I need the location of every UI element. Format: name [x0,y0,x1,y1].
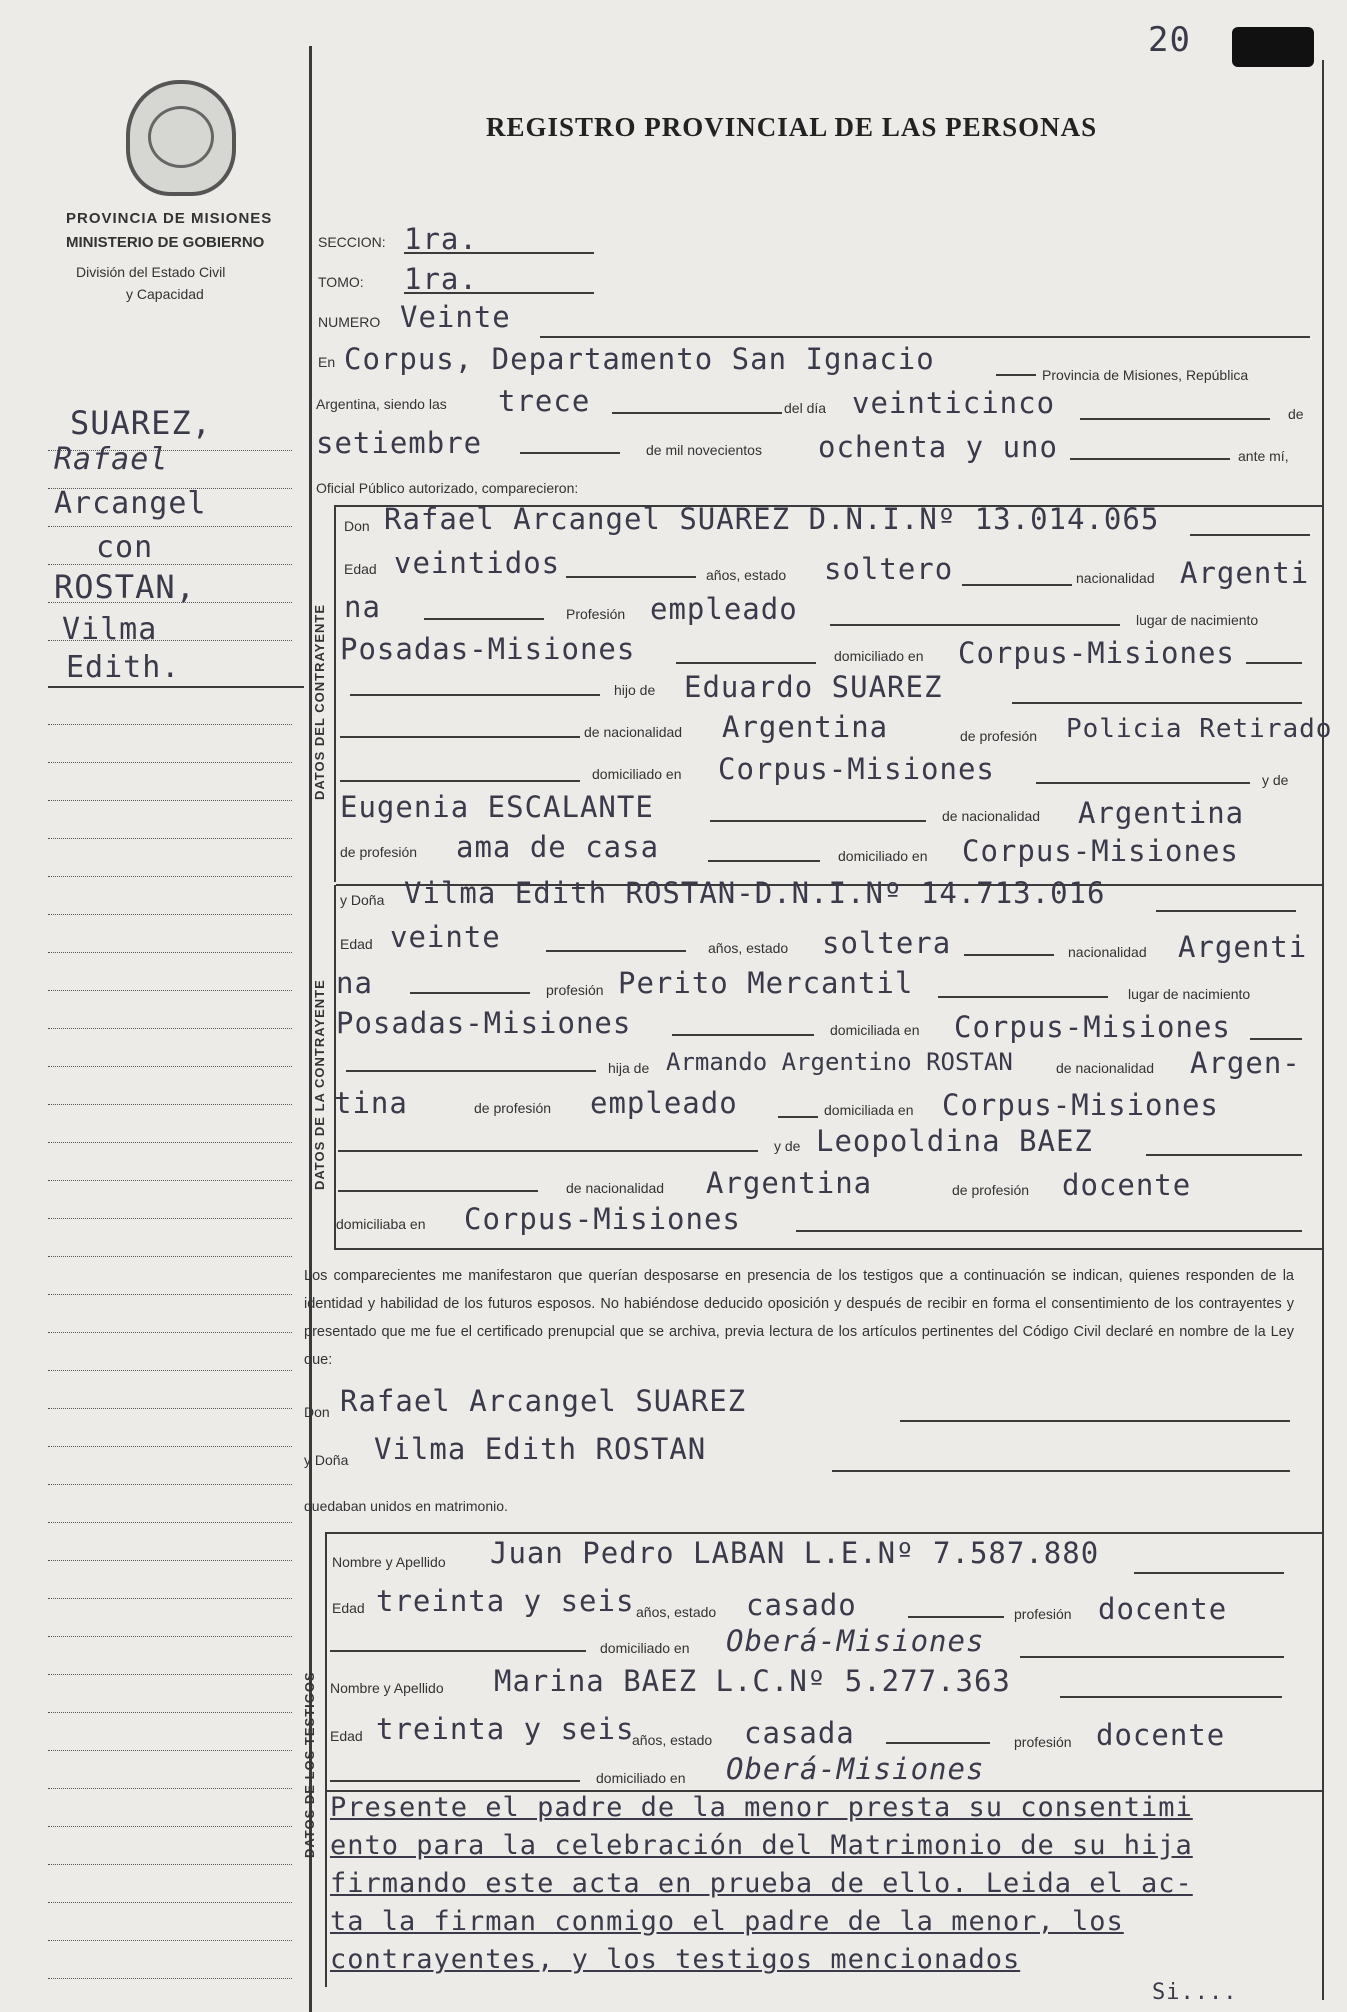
label-de-profesion: de profesión [960,728,1038,744]
ministry-name: MINISTERIO DE GOBIERNO [66,234,265,251]
contrayenta-lugar-nac: Posadas-Misiones [336,1006,632,1040]
testigo-1-domicilio: Oberá-Misiones [726,1624,985,1658]
nota-line: firmando este acta en prueba de ello. Leida el ac- [330,1868,1193,1899]
contrayente-padre-nac: Argentina [722,710,889,744]
label-datos-contrayente: DATOS DEL CONTRAYENTE [312,603,327,800]
province-seal-icon [126,80,236,196]
contrayenta-nac-a: Argenti [1178,930,1308,964]
contrayente-profesion: empleado [650,592,798,626]
label-de-profesion-2: de profesión [340,844,418,860]
label-de-nacionalidad: de nacionalidad [584,724,683,740]
label-domiciliado-t2: domiciliado en [596,1770,686,1786]
contrayenta-estado: soltera [822,926,952,960]
margin-note-line: ROSTAN, [54,568,196,606]
contrayente-edad: veintidos [394,546,561,580]
contrayente-madre-prof: ama de casa [456,830,660,864]
label-anos-estado-t2: años, estado [632,1732,713,1748]
label-y-dona: y Doña [340,892,385,908]
label-hijo-de: hijo de [614,682,656,698]
label-y-de-2: y de [774,1138,801,1154]
margin-note-line: Arcangel [54,486,207,521]
nota-line: ta la firman conmigo el padre de la menor, los [330,1906,1124,1937]
contrayente-padre-dom: Corpus-Misiones [718,752,995,786]
label-ante-mi: ante mí, [1238,448,1289,464]
value-anio: ochenta y uno [818,430,1058,464]
right-border [1322,60,1324,2000]
label-edad: Edad [344,561,377,577]
margin-note-line: Vilma [62,612,158,647]
box-contrayenta [334,885,336,1250]
contrayente-lugar-nac: Posadas-Misiones [340,632,636,666]
label-don: Don [344,518,370,534]
contrayenta-padre-nac-a: Argen- [1190,1046,1301,1080]
contrayenta-padre: Armando Argentino ROSTAN [666,1048,1013,1076]
label-argentina: Argentina, siendo las [316,396,447,412]
label-y-dona-2: y Doña [304,1452,349,1468]
redaction-mark [1232,27,1314,67]
contrayente-estado: soltero [824,552,954,586]
label-provincia: Provincia de Misiones, República [1042,367,1249,383]
contrayente-madre: Eugenia ESCALANTE [340,790,654,824]
contrayenta-madre: Leopoldina BAEZ [816,1124,1093,1158]
contrayente-madre-dom: Corpus-Misiones [962,834,1239,868]
label-profesion-t1: profesión [1014,1606,1072,1622]
label-de-nacionalidad-2: de nacionalidad [942,808,1041,824]
contrayente-padre: Eduardo SUAREZ [684,670,943,704]
label-de-nacionalidad-3: de nacionalidad [1056,1060,1155,1076]
label-domiciliada: domiciliada en [830,1022,920,1038]
union-don: Rafael Arcangel SUAREZ [340,1384,747,1418]
label-don-2: Don [304,1404,330,1420]
value-hora: trece [498,384,591,418]
label-nombre-apellido-2: Nombre y Apellido [330,1680,444,1696]
contrayenta-domicilio: Corpus-Misiones [954,1010,1231,1044]
label-y-de: y de [1262,772,1289,788]
page-number: 20 [1148,20,1191,60]
label-domiciliado-3: domiciliado en [838,848,928,864]
contrayenta-edad: veinte [390,920,501,954]
label-profesion-2: profesión [546,982,604,998]
label-lugar-nac: lugar de nacimiento [1136,612,1259,628]
nota-line: ento para la celebración del Matrimonio de su hija [330,1830,1193,1861]
label-de-mil: de mil novecientos [646,442,762,458]
label-domiciliado-t1: domiciliado en [600,1640,690,1656]
contrayenta-padre-prof: empleado [590,1086,738,1120]
testigo-1-edad: treinta y seis [376,1584,635,1618]
nota-line: contrayentes, y los testigos mencionados [330,1944,1021,1975]
testigo-2-nombre: Marina BAEZ L.C.Nº 5.277.363 [494,1664,1011,1698]
label-profesion: Profesión [566,606,626,622]
label-anos-estado: años, estado [706,567,787,583]
label-datos-testigos: DATOS DE LOS TESTIGOS [302,1671,317,1858]
label-anos-estado-2: años, estado [708,940,789,956]
province-name: PROVINCIA DE MISIONES [66,210,273,227]
label-nacionalidad: nacionalidad [1076,570,1155,586]
label-de-profesion-4: de profesión [952,1182,1030,1198]
contrayente-padre-prof: Policia Retirado [1066,714,1333,744]
label-edad-t1: Edad [332,1600,365,1616]
label-tomo: TOMO: [318,274,364,290]
label-anos-estado-t1: años, estado [636,1604,717,1620]
label-oficial: Oficial Público autorizado, comparecieron: [316,480,579,496]
value-tomo: 1ra. [404,262,478,296]
testigo-2-edad: treinta y seis [376,1712,635,1746]
label-edad-2: Edad [340,936,373,952]
margin-note-line: con [96,530,154,565]
value-numero: Veinte [400,300,511,334]
box-testigos [325,1532,327,1987]
declaracion-paragraph: Los comparecientes me manifestaron que querían desposarse en presencia de los testigos que a continuación se indican, quienes responden de la identidad y habilidad de los futuros esposos. No habiéndose deducido oposición y después de recibir en forma el consentimiento de los contrayentes y presentado que me fue el certificado prenupcial que se archiva, previa lectura de los artículos pertinentes del Código Civil declaré en nombre de la Ley que: [304,1268,1294,1368]
contrayenta-nac-b: na [336,966,373,1000]
label-datos-contrayenta: DATOS DE LA CONTRAYENTE [312,979,327,1190]
union-dona: Vilma Edith ROSTAN [374,1432,707,1466]
testigo-2-estado: casada [744,1716,855,1750]
margin-note-line: Rafael [54,442,169,477]
testigo-2-profesion: docente [1096,1718,1226,1752]
contrayenta-madre-dom: Corpus-Misiones [464,1202,741,1236]
margin-note-line: Edith. [66,650,181,685]
nota-line: Presente el padre de la menor presta su consentimi [330,1792,1193,1823]
testigo-1-profesion: docente [1098,1592,1228,1626]
label-de-nacionalidad-4: de nacionalidad [566,1180,665,1196]
label-de: de [1288,406,1304,422]
value-dia: veinticinco [852,386,1056,420]
contrayenta-madre-nac: Argentina [706,1166,873,1200]
final-mark: Si.... [1152,1980,1238,2005]
value-seccion: 1ra. [404,222,478,256]
contrayenta-padre-nac-b: tina [334,1086,408,1120]
contrayente-nac-b: na [344,590,381,624]
label-numero: NUMERO [318,314,381,330]
label-nacionalidad-2: nacionalidad [1068,944,1147,960]
contrayente-domicilio: Corpus-Misiones [958,636,1235,670]
label-domiciliado: domiciliado en [834,648,924,664]
label-en: En [318,354,336,370]
label-seccion: SECCION: [318,234,386,250]
page-title: REGISTRO PROVINCIAL DE LAS PERSONAS [486,112,1098,142]
label-domiciliado-4: domiciliada en [824,1102,914,1118]
label-domiciliaba: domiciliaba en [336,1216,426,1232]
box-contrayente [334,505,336,882]
testigo-2-domicilio: Oberá-Misiones [726,1752,985,1786]
contrayenta-madre-prof: docente [1062,1168,1192,1202]
label-nombre-apellido: Nombre y Apellido [332,1554,446,1570]
testigo-1-nombre: Juan Pedro LABAN L.E.Nº 7.587.880 [490,1536,1100,1570]
value-lugar: Corpus, Departamento San Ignacio [344,342,935,376]
division-name: División del Estado Civil [76,264,226,280]
division-name-2: y Capacidad [126,286,204,302]
label-profesion-t2: profesión [1014,1734,1072,1750]
contrayente-nac-a: Argenti [1180,556,1310,590]
contrayente-madre-nac: Argentina [1078,796,1245,830]
label-lugar-nac-2: lugar de nacimiento [1128,986,1251,1002]
contrayente-nombre: Rafael Arcangel SUAREZ D.N.I.Nº 13.014.065 [384,502,1160,536]
margin-note-line: SUAREZ, [70,404,212,442]
label-quedaban: quedaban unidos en matrimonio. [304,1498,508,1514]
contrayenta-nombre: Vilma Edith ROSTAN-D.N.I.Nº 14.713.016 [404,876,1106,910]
label-domiciliado-2: domiciliado en [592,766,682,782]
contrayenta-padre-dom: Corpus-Misiones [942,1088,1219,1122]
label-del-dia: del día [784,400,827,416]
label-hija-de: hija de [608,1060,650,1076]
testigo-1-estado: casado [746,1588,857,1622]
label-edad-t2: Edad [330,1728,363,1744]
label-de-profesion-3: de profesión [474,1100,552,1116]
contrayenta-profesion: Perito Mercantil [618,966,914,1000]
value-mes: setiembre [316,426,483,460]
